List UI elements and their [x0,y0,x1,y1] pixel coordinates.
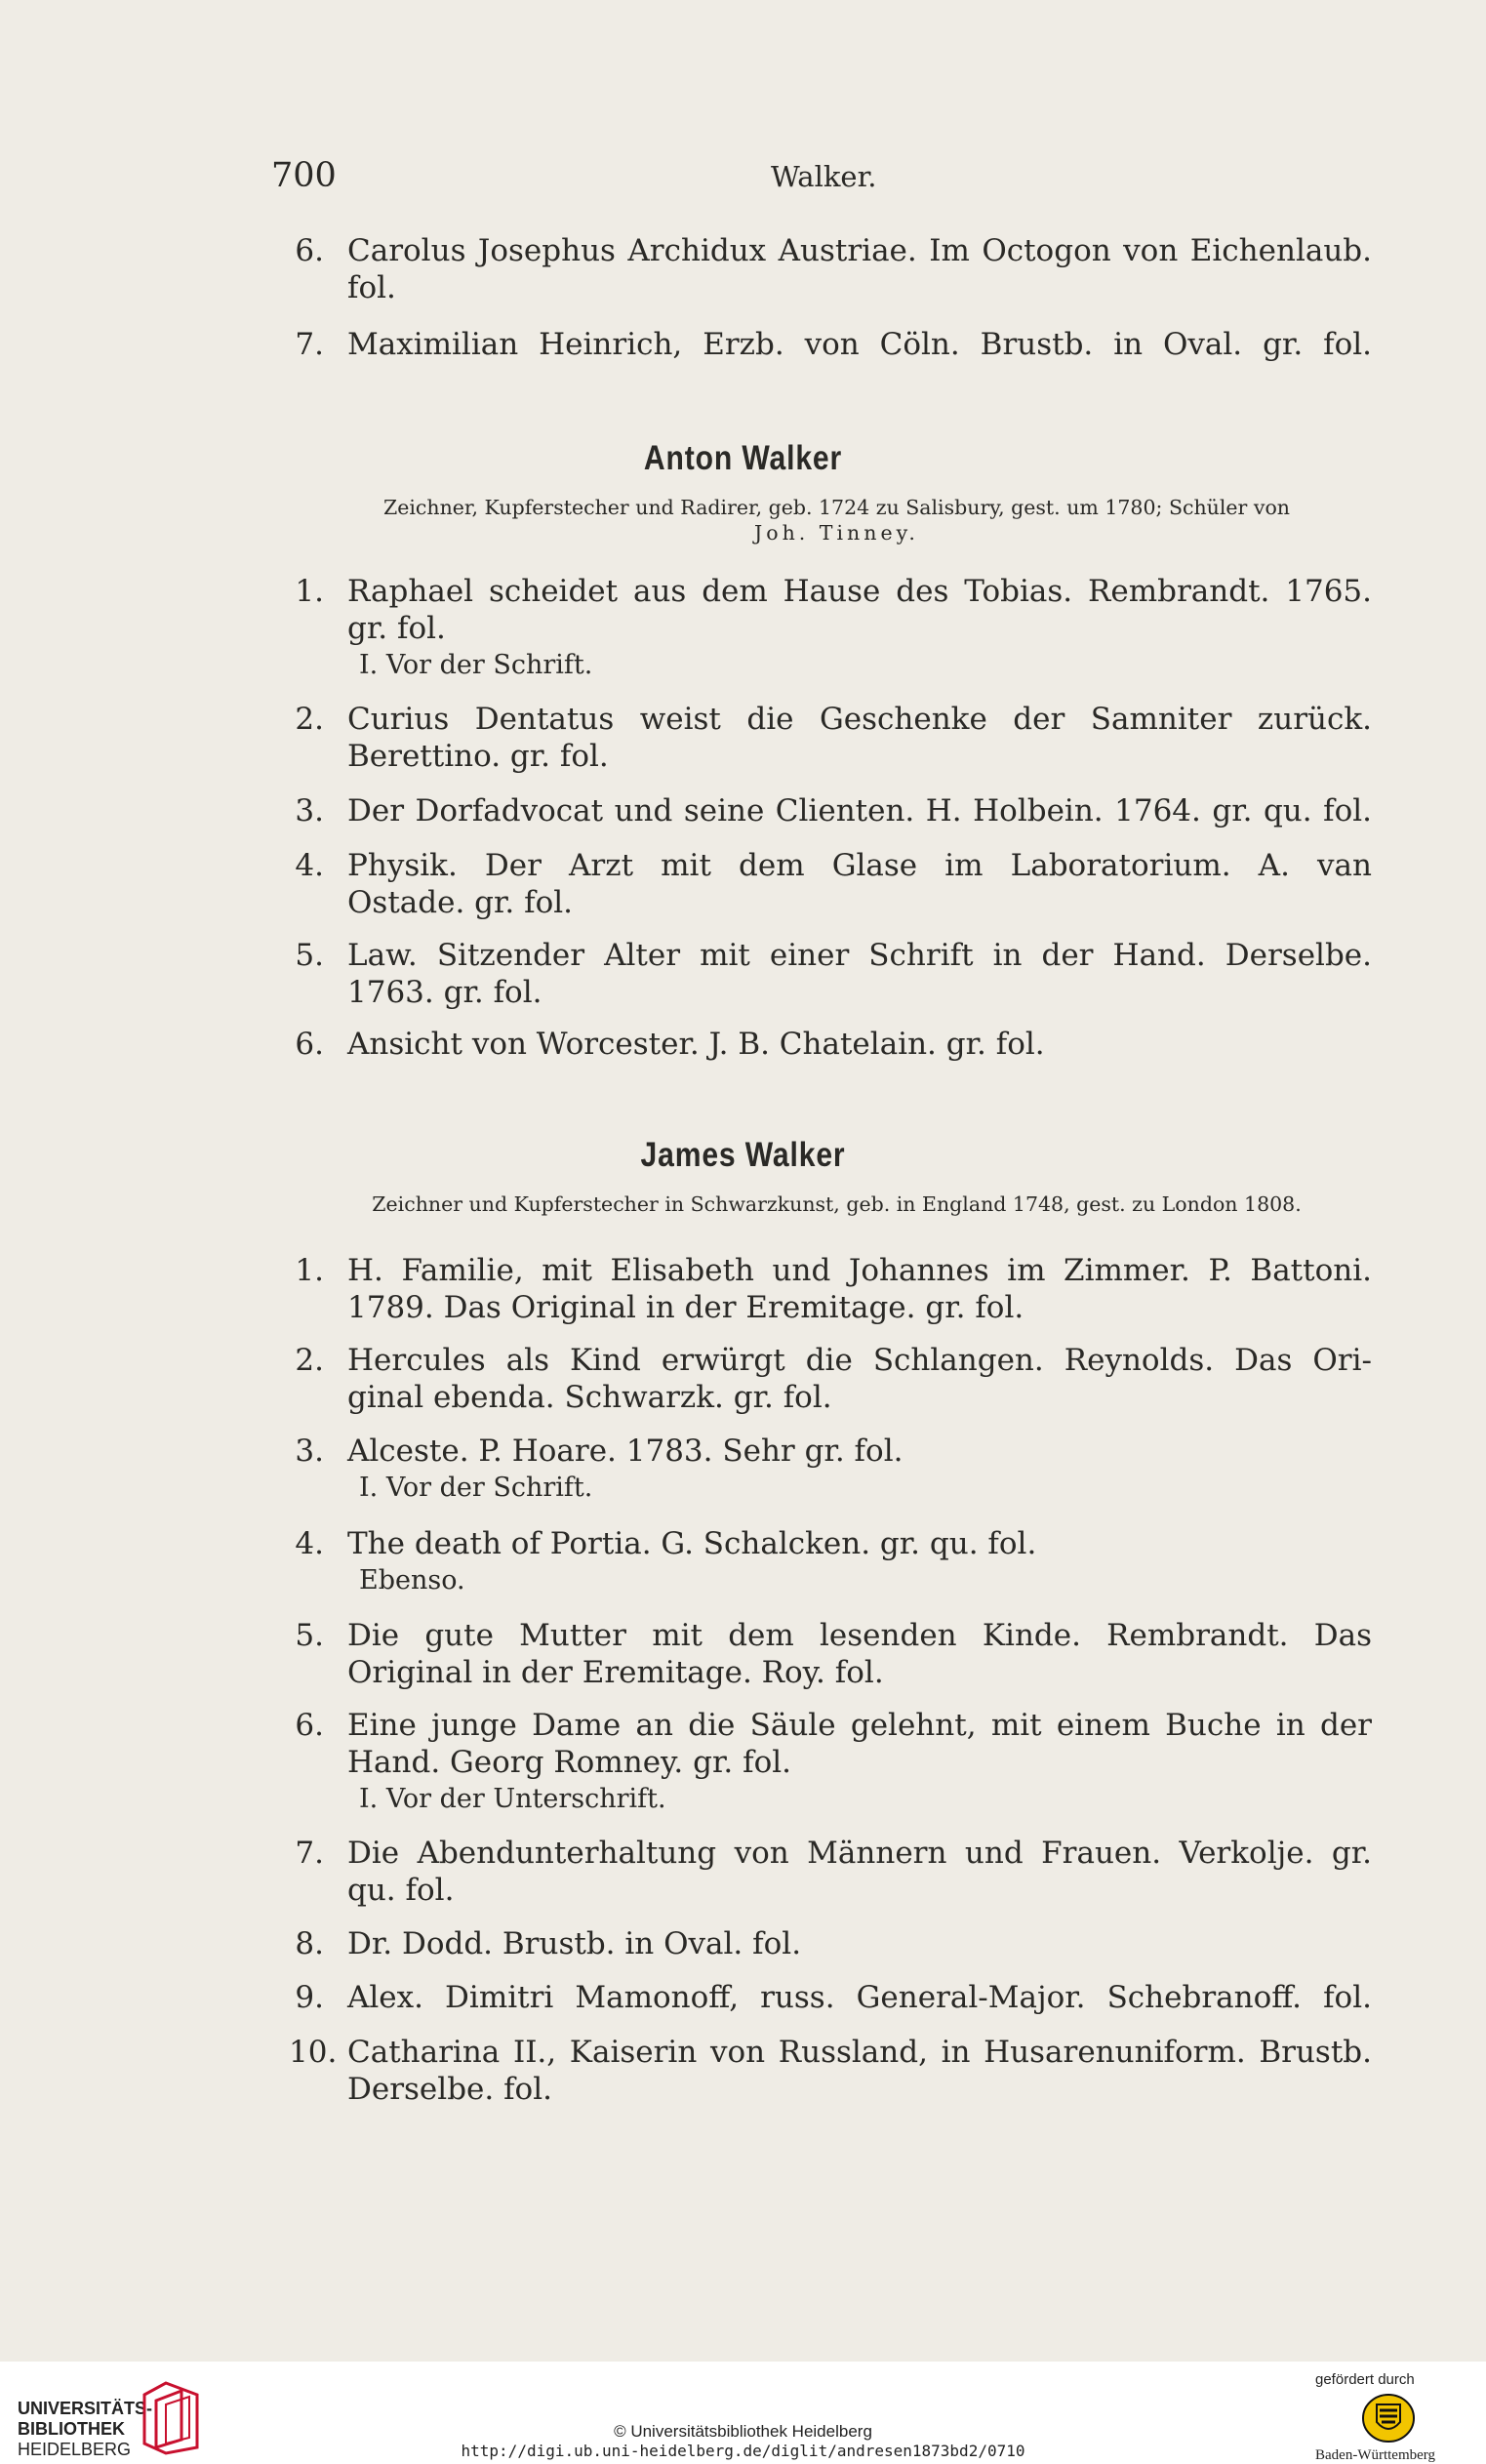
item-number: 2. [295,1343,324,1378]
item-note: I. Vor der Unterschrift. [359,1784,666,1814]
item-number: 2. [295,702,324,737]
item-number: 10. [289,2035,338,2070]
item-number: 6. [295,233,324,268]
item-number: 9. [295,1980,324,2015]
item-text: 1789. Das Original in der Eremitage. gr. fol. [347,1290,1024,1325]
item-number: 7. [295,1836,324,1871]
item-note: I. Vor der Schrift. [359,650,593,680]
item-number: 8. [295,1926,324,1961]
bio-line: Zeichner und Kupferstecher in Schwarzkunst, geb. in England 1748, gest. zu London 1808. [372,1192,1302,1216]
item-text: Eine junge Dame an die Säule gelehnt, mit einem Buche in der [347,1708,1372,1743]
item-text: Die Abendunterhaltung von Männern und Frauen. Verkolje. gr. [347,1836,1372,1871]
item-text: Law. Sitzender Alter mit einer Schrift in der Hand. Derselbe. [347,938,1372,973]
library-line: UNIVERSITÄTS- [18,2399,153,2418]
item-note: Ebenso. [359,1565,465,1596]
item-number: 1. [295,574,324,609]
item-text: H. Familie, mit Elisabeth und Johannes im Zimmer. P. Battoni. [347,1253,1372,1288]
item-number: 7. [295,327,324,362]
item-text: Berettino. gr. fol. [347,739,609,774]
item-number: 3. [295,1434,324,1469]
item-text: Raphael scheidet aus dem Hause des Tobias. Rembrandt. 1765. [347,574,1372,609]
item-text: The death of Portia. G. Schalcken. gr. qu. fol. [347,1526,1037,1561]
item-text: Catharina II., Kaiserin von Russland, in Husarenuniform. Brustb. [347,2035,1372,2070]
item-text: Dr. Dodd. Brustb. in Oval. fol. [347,1926,802,1961]
item-text: Physik. Der Arzt mit dem Glase im Laboratorium. A. van [347,848,1372,883]
item-text: Hand. Georg Romney. gr. fol. [347,1745,792,1780]
item-text: Carolus Josephus Archidux Austriae. Im Octogon von Eichenlaub. [347,233,1372,268]
item-number: 4. [295,848,324,883]
permalink[interactable]: http://digi.ub.uni-heidelberg.de/diglit/andresen1873bd2/0710 [461,2442,1025,2460]
item-text: Curius Dentatus weist die Geschenke der Samniter zurück. [347,702,1372,737]
running-head: Walker. [771,160,877,193]
item-number: 5. [295,938,324,973]
library-line: HEIDELBERG [18,2440,132,2459]
item-text: Original in der Eremitage. Roy. fol. [347,1655,884,1690]
item-text: Derselbe. fol. [347,2072,552,2107]
item-number: 3. [295,793,324,828]
bio-line: Zeichner, Kupferstecher und Radirer, geb. 1724 zu Salisbury, gest. um 1780; Schüler von [382,496,1291,519]
funder-name: Baden-Württemberg [1315,2447,1436,2463]
item-number: 6. [295,1027,324,1062]
item-text: qu. fol. [347,1873,455,1908]
item-number: 4. [295,1526,324,1561]
section-heading: James Walker [640,1136,846,1174]
item-text: Ansicht von Worcester. J. B. Chatelain. gr. fol. [347,1027,1045,1062]
item-text: fol. [347,270,396,305]
funded-by-label: gefördert durch [1315,2371,1415,2388]
library-line: BIBLIOTHEK [18,2419,125,2439]
item-text: Alceste. P. Hoare. 1783. Sehr gr. fol. [347,1434,904,1469]
item-text: 1763. gr. fol. [347,975,542,1010]
item-text: Ostade. gr. fol. [347,885,574,920]
item-number: 1. [295,1253,324,1288]
copyright-notice: © Universitätsbibliothek Heidelberg [614,2422,872,2441]
section-heading: Anton Walker [643,439,843,477]
item-number: 6. [295,1708,324,1743]
coat-of-arms-icon [1361,2393,1416,2444]
item-text: Der Dorfadvocat und seine Clienten. H. Holbein. 1764. gr. qu. fol. [347,793,1372,828]
item-text: Die gute Mutter mit dem lesenden Kinde. Rembrandt. Das [347,1618,1372,1653]
item-text: Maximilian Heinrich, Erzb. von Cöln. Brustb. in Oval. gr. fol. [347,327,1372,362]
item-text: Hercules als Kind erwürgt die Schlangen. Reynolds. Das Ori- [347,1343,1372,1378]
item-note: I. Vor der Schrift. [359,1473,593,1503]
viewer-footer [0,2362,1486,2464]
bio-line: Joh. Tinney. [754,521,919,545]
item-text: Alex. Dimitri Mamonoff, russ. General-Major. Schebranoff. fol. [347,1980,1372,2015]
section-bio [293,495,1381,545]
item-text: gr. fol. [347,611,446,646]
item-number: 5. [295,1618,324,1653]
page-number: 700 [271,156,337,195]
item-text: ginal ebenda. Schwarzk. gr. fol. [347,1380,832,1415]
section-bio [293,1192,1381,1217]
